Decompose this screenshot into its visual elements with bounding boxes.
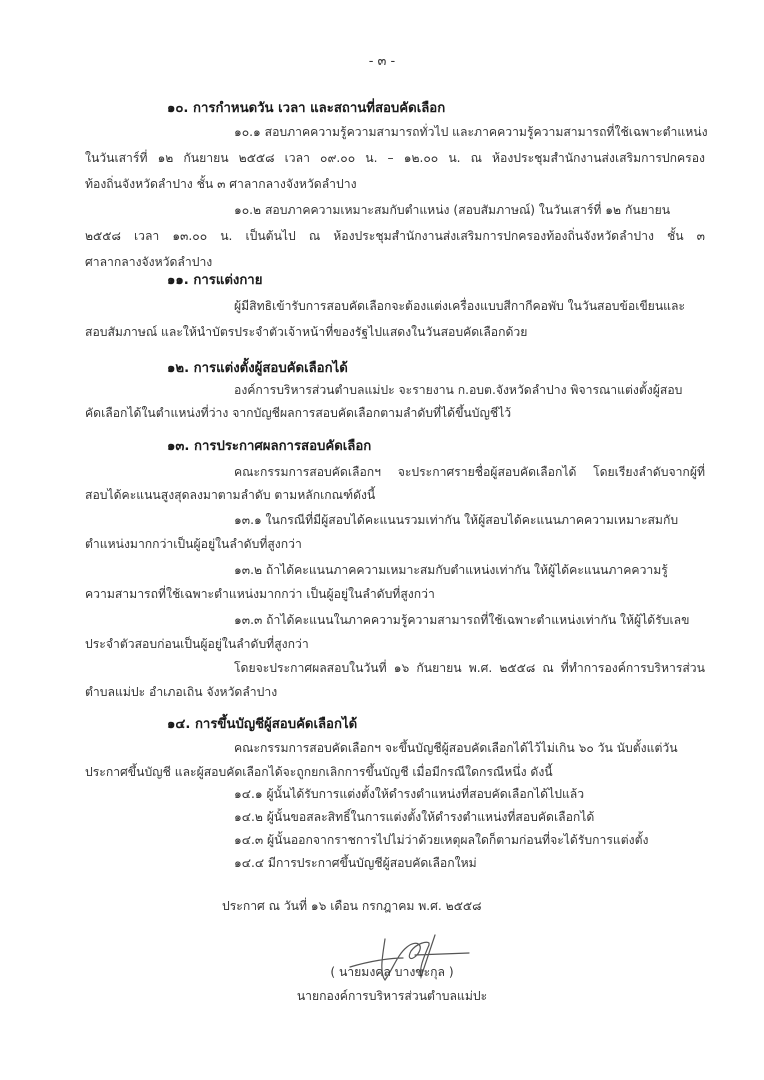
section-13-heading: ๑๓. การประกาศผลการสอบคัดเลือก	[167, 439, 372, 454]
section-13-line-10: ตำบลแม่ปะ อำเภอเถิน จังหวัดลำปาง	[85, 685, 278, 699]
page-number: - ๓ -	[368, 54, 396, 69]
section-14-item-4: ๑๔.๔ มีการประกาศขึ้นบัญชีผู้สอบคัดเลือกใหม่	[234, 856, 477, 870]
announcement-date: ประกาศ ณ วันที่ ๑๖ เดือน กรกฎาคม พ.ศ. ๒๕๕๘	[222, 899, 482, 913]
section-14-item-3: ๑๔.๓ ผู้นั้นออกจากราชการไปไม่ว่าด้วยเหตุผลใดก็ตามก่อนที่จะได้รับการแต่งตั้ง	[234, 833, 649, 847]
section-11-heading: ๑๑. การแต่งกาย	[167, 273, 263, 288]
section-13-line-9: โดยจะประกาศผลสอบในวันที่ ๑๖ กันยายน พ.ศ. ๒๕๕๘ ณ ที่ทำการองค์การบริหารส่วน	[234, 661, 705, 675]
section-13-line-2: สอบได้คะแนนสูงสุดลงมาตามลำดับ ตามหลักเกณฑ์ดังนี้	[85, 488, 376, 502]
section-13-line-8: ประจำตัวสอบก่อนเป็นผู้อยู่ในลำดับที่สูงกว่า	[85, 637, 309, 651]
section-11-line-2: สอบสัมภาษณ์ และให้นำบัตรประจำตัวเจ้าหน้าที่ของรัฐไปแสดงในวันสอบคัดเลือกด้วย	[85, 325, 528, 339]
section-14-item-2: ๑๔.๒ ผู้นั้นขอสละสิทธิ์ในการแต่งตั้งให้ดำรงตำแหน่งที่สอบคัดเลือกได้	[234, 810, 595, 824]
section-11-line-1: ผู้มีสิทธิเข้ารับการสอบคัดเลือกจะต้องแต่งเครื่องแบบสีกากีคอพับ ในวันสอบข้อเขียนและ	[234, 299, 686, 313]
section-13-line-3: ๑๓.๑ ในกรณีที่มีผู้สอบได้คะแนนรวมเท่ากัน ให้ผู้สอบได้คะแนนภาคความเหมาะสมกับ	[234, 513, 679, 527]
section-13-line-5: ๑๓.๒ ถ้าได้คะแนนภาคความเหมาะสมกับตำแหน่งเท่ากัน ให้ผู้ได้คะแนนภาคความรู้	[234, 563, 668, 577]
section-10-line-2: ในวันเสาร์ที่ ๑๒ กันยายน ๒๕๕๘ เวลา ๐๙.๐๐ น. – ๑๒.๐๐ น. ณ ห้องประชุมสำนักงานส่งเสริมการปกครอง	[85, 151, 705, 165]
section-13-line-1: คณะกรรมการสอบคัดเลือกฯ จะประกาศรายชื่อผู้สอบคัดเลือกได้ โดยเรียงลำดับจากผู้ที่	[234, 465, 705, 479]
section-10-line-5: ๒๕๕๘ เวลา ๑๓.๐๐ น. เป็นต้นไป ณ ห้องประชุมสำนักงานส่งเสริมการปกครองท้องถิ่นจังหวัดลำปาง ชั้น ๓	[85, 229, 705, 243]
section-13-line-6: ความสามารถที่ใช้เฉพาะตำแหน่งมากกว่า เป็นผู้อยู่ในลำดับที่สูงกว่า	[85, 587, 435, 601]
section-10-heading: ๑๐. การกำหนดวัน เวลา และสถานที่สอบคัดเลือก	[167, 101, 446, 116]
section-13-line-4: ตำแหน่งมากกว่าเป็นผู้อยู่ในลำดับที่สูงกว่า	[85, 537, 302, 551]
section-14-line-1: คณะกรรมการสอบคัดเลือกฯ จะขึ้นบัญชีผู้สอบคัดเลือกได้ไว้ไม่เกิน ๖๐ วัน นับตั้งแต่วัน	[234, 741, 678, 755]
section-10-line-3: ท้องถิ่นจังหวัดลำปาง ชั้น ๓ ศาลากลางจังหวัดลำปาง	[85, 177, 357, 191]
signatory-title: นายกองค์การบริหารส่วนตำบลแม่ปะ	[296, 989, 488, 1003]
section-14-item-1: ๑๔.๑ ผู้นั้นได้รับการแต่งตั้งให้ดำรงตำแหน่งที่สอบคัดเลือกได้ไปแล้ว	[234, 787, 585, 801]
section-10-line-1: ๑๐.๑ สอบภาคความรู้ความสามารถทั่วไป และภาคความรู้ความสามารถที่ใช้เฉพาะตำแหน่ง	[234, 125, 708, 139]
section-13-line-7: ๑๓.๓ ถ้าได้คะแนนในภาคความรู้ความสามารถที่ใช้เฉพาะตำแหน่งเท่ากัน ให้ผู้ได้รับเลข	[234, 613, 690, 627]
section-10-line-4: ๑๐.๒ สอบภาคความเหมาะสมกับตำแหน่ง (สอบสัมภาษณ์) ในวันเสาร์ที่ ๑๒ กันยายน	[234, 203, 671, 217]
section-12-heading: ๑๒. การแต่งตั้งผู้สอบคัดเลือกได้	[167, 361, 348, 376]
signatory-name: ( นายมงคล บางขะกุล )	[330, 965, 454, 979]
section-12-line-2: คัดเลือกได้ในตำแหน่งที่ว่าง จากบัญชีผลการสอบคัดเลือกตามลำดับที่ได้ขึ้นบัญชีไว้	[85, 406, 512, 420]
section-14-heading: ๑๔. การขึ้นบัญชีผู้สอบคัดเลือกได้	[167, 717, 358, 732]
section-10-line-6: ศาลากลางจังหวัดลำปาง	[85, 255, 213, 269]
section-14-line-2: ประกาศขึ้นบัญชี และผู้สอบคัดเลือกได้จะถูกยกเลิกการขึ้นบัญชี เมื่อมีกรณีใดกรณีหนึ่ง ดังนี้	[85, 765, 553, 779]
section-12-line-1: องค์การบริหารส่วนตำบลแม่ปะ จะรายงาน ก.อบต.จังหวัดลำปาง พิจารณาแต่งตั้งผู้สอบ	[234, 383, 683, 397]
